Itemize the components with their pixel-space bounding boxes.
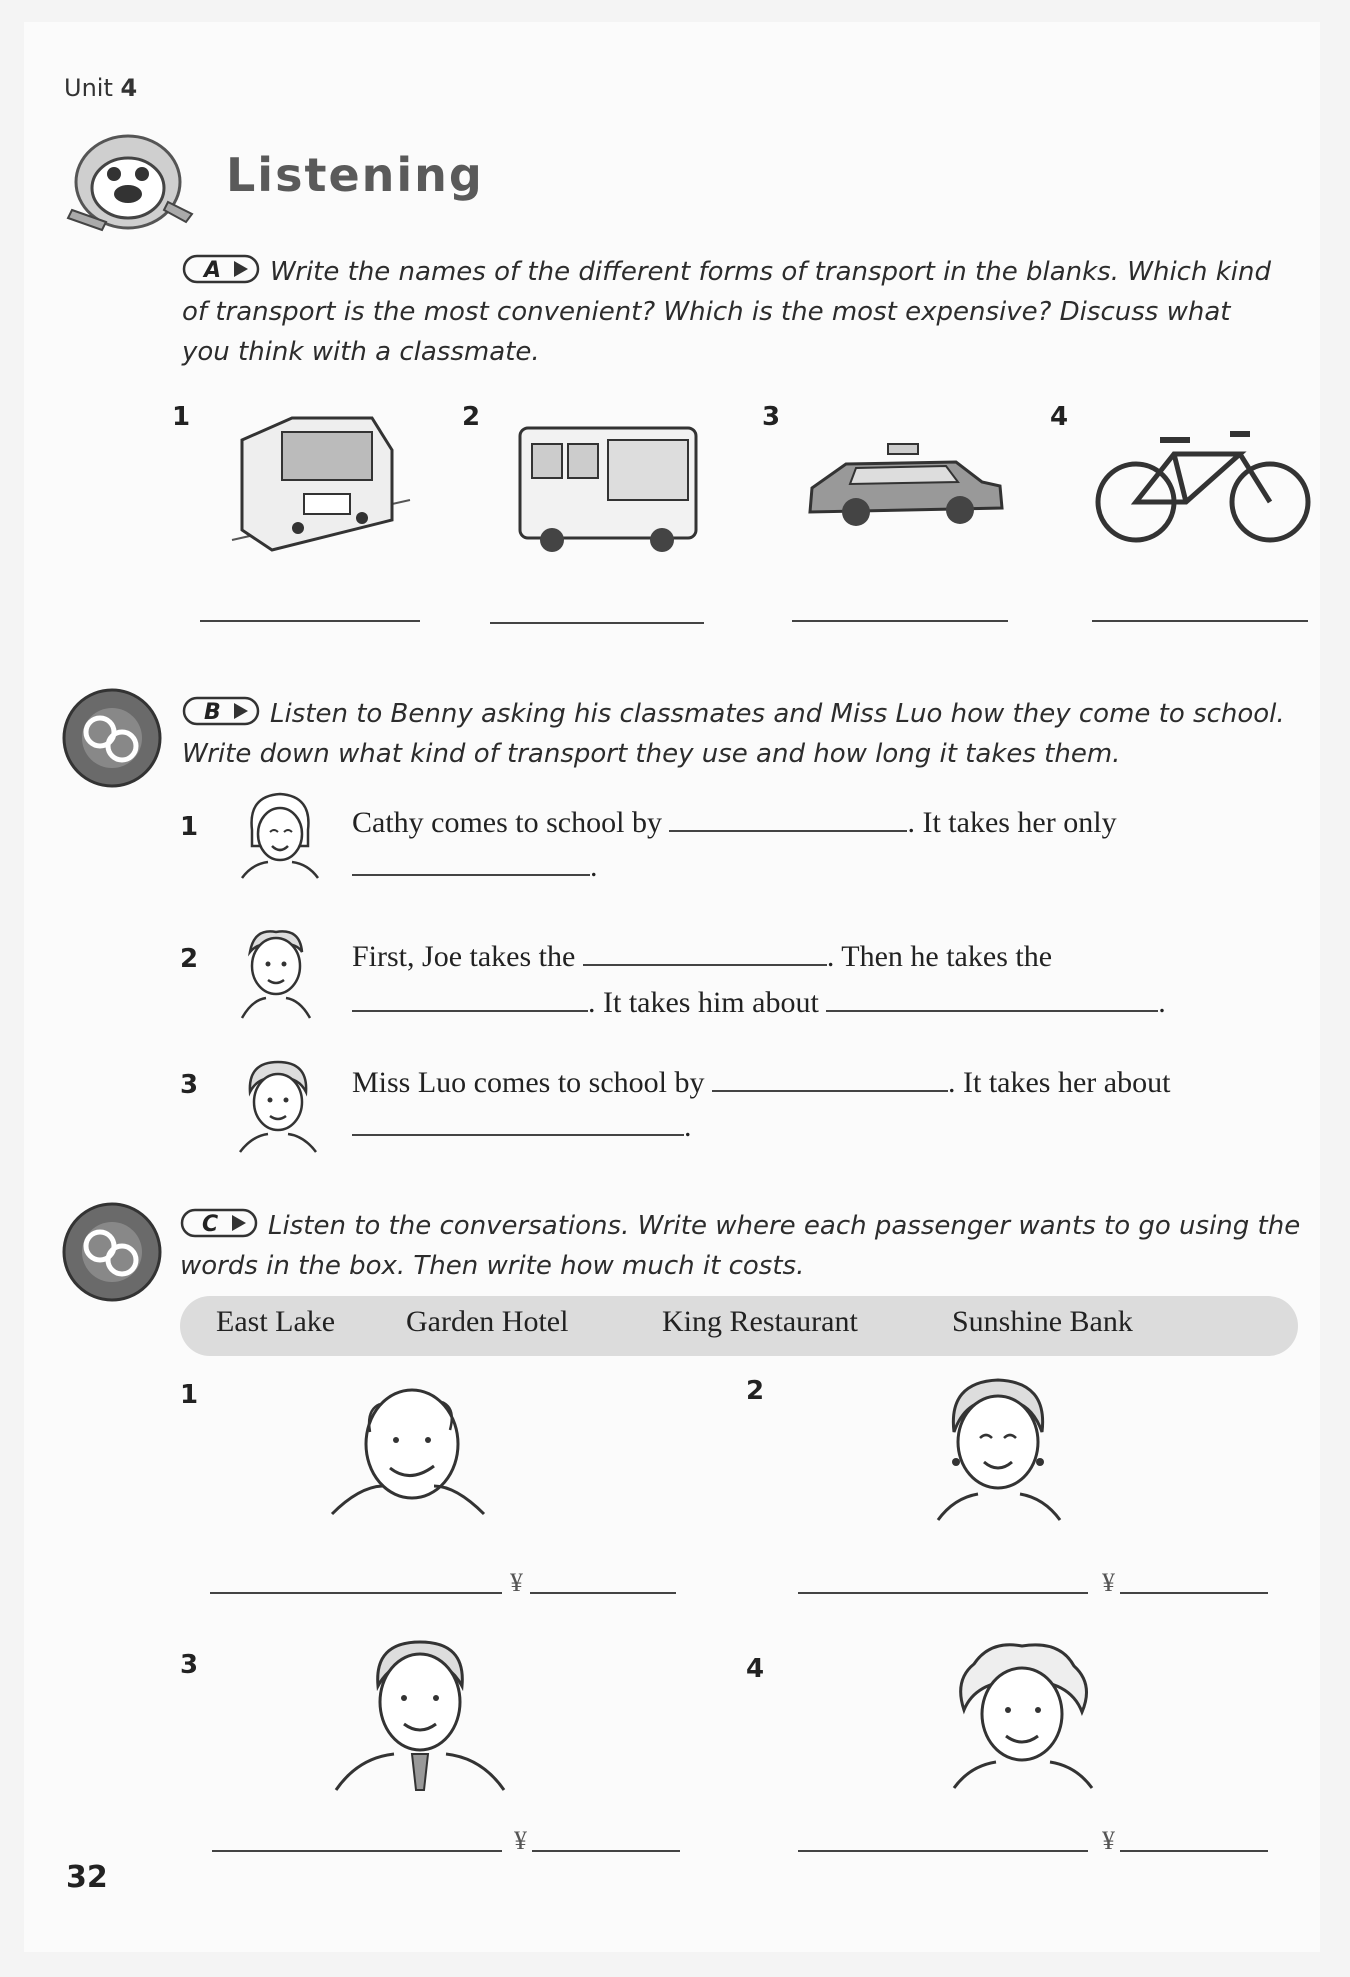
sentence-line: .	[352, 1110, 692, 1144]
destination-blank[interactable]	[212, 1850, 502, 1852]
badge-b-icon	[182, 696, 260, 726]
woman-earrings-icon	[934, 1372, 1064, 1522]
word-option: East Lake	[216, 1305, 336, 1338]
answer-blank[interactable]	[352, 852, 590, 876]
section-a-instruction: A Write the names of the different forms of transport in the blanks. Which kind of transport is the most convenient? Which is the most expensive? Discuss what you think with a classmate.	[182, 252, 1282, 372]
sentence-line: Miss Luo comes to school by . It takes her about	[352, 1066, 1171, 1099]
cost-blank[interactable]	[1120, 1592, 1268, 1594]
boy-face-icon	[240, 926, 312, 1020]
answer-blank[interactable]	[352, 1112, 684, 1136]
answer-blank[interactable]	[583, 942, 827, 966]
item-number: 4	[746, 1654, 765, 1684]
destination-blank[interactable]	[798, 1850, 1088, 1852]
woman-face-icon	[238, 1058, 318, 1154]
destination-blank[interactable]	[798, 1592, 1088, 1594]
answer-blank[interactable]	[352, 988, 588, 1012]
svg-text:B: B	[204, 700, 221, 725]
currency-symbol: ¥	[1102, 1568, 1115, 1597]
sentence-line: First, Joe takes the . Then he takes the	[352, 940, 1053, 973]
word-option: King Restaurant	[662, 1305, 858, 1338]
svg-text:C: C	[202, 1212, 219, 1237]
train-icon	[232, 410, 410, 554]
cd-icon	[60, 686, 164, 790]
section-title: Listening	[226, 148, 484, 202]
sentence-line: .	[352, 850, 598, 884]
item-number: 2	[180, 944, 199, 974]
currency-symbol: ¥	[510, 1568, 523, 1597]
taxi-icon	[806, 442, 1006, 526]
sentence-line: . It takes him about .	[352, 986, 1166, 1020]
badge-c-icon	[180, 1208, 258, 1238]
item-number: 2	[746, 1376, 765, 1406]
answer-blank[interactable]	[712, 1068, 948, 1092]
currency-symbol: ¥	[514, 1826, 527, 1855]
bus-icon	[516, 414, 702, 556]
answer-blank[interactable]	[792, 620, 1008, 622]
cost-blank[interactable]	[1120, 1850, 1268, 1852]
item-number: 1	[172, 402, 191, 432]
page-number: 32	[66, 1860, 108, 1895]
destination-blank[interactable]	[210, 1592, 502, 1594]
item-number: 3	[180, 1650, 199, 1680]
section-c-instruction: C Listen to the conversations. Write where each passenger wants to go using the words in the box. Then write how much it costs.	[180, 1206, 1310, 1286]
word-option: Garden Hotel	[406, 1305, 569, 1338]
cost-blank[interactable]	[532, 1850, 680, 1852]
sentence-line: Cathy comes to school by . It takes her only	[352, 806, 1117, 839]
bicycle-icon	[1090, 420, 1314, 544]
item-number: 3	[180, 1070, 199, 1100]
item-number: 3	[762, 402, 781, 432]
item-number: 2	[462, 402, 481, 432]
answer-blank[interactable]	[1092, 620, 1308, 622]
badge-a-icon	[182, 254, 260, 284]
curly-woman-icon	[950, 1640, 1096, 1790]
bald-man-icon	[330, 1382, 486, 1518]
mascot-logo-icon	[66, 118, 218, 234]
section-b-instruction: B Listen to Benny asking his classmates and Miss Luo how they come to school. Write down what kind of transport they use and how long it takes them.	[182, 694, 1312, 774]
cd-icon	[60, 1200, 164, 1304]
currency-symbol: ¥	[1102, 1826, 1115, 1855]
girl-face-icon	[238, 790, 322, 880]
answer-blank[interactable]	[826, 988, 1158, 1012]
answer-blank[interactable]	[669, 808, 907, 832]
item-number: 4	[1050, 402, 1069, 432]
unit-label: Unit 4	[64, 74, 138, 102]
word-option: Sunshine Bank	[952, 1305, 1133, 1338]
man-tie-icon	[334, 1636, 506, 1792]
cost-blank[interactable]	[530, 1592, 676, 1594]
answer-blank[interactable]	[490, 622, 704, 624]
svg-text:A: A	[204, 258, 222, 283]
item-number: 1	[180, 812, 199, 842]
answer-blank[interactable]	[200, 620, 420, 622]
item-number: 1	[180, 1380, 199, 1410]
